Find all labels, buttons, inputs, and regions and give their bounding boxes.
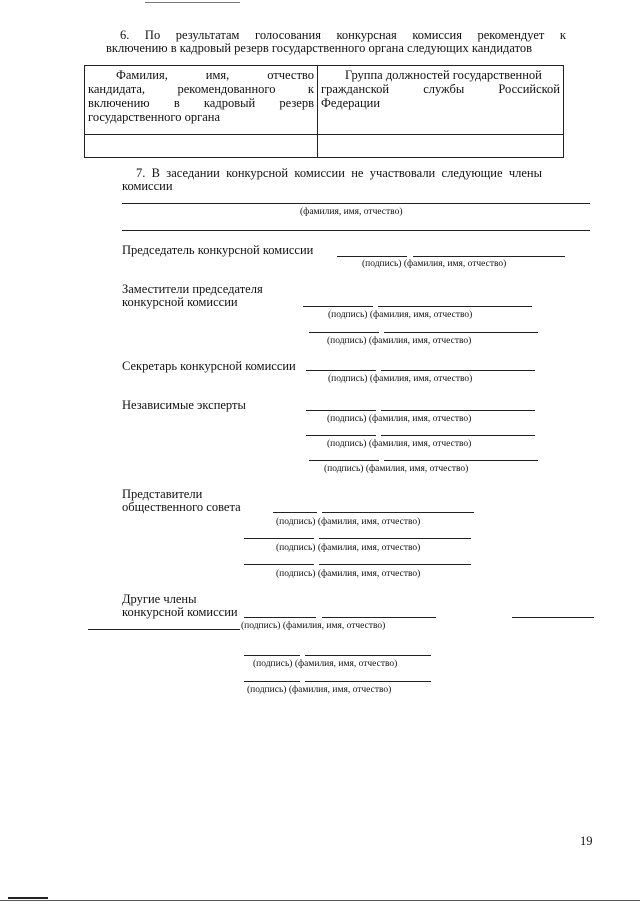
secretary-label: Секретарь конкурсной комиссии	[122, 359, 296, 373]
table-header-row	[85, 66, 564, 135]
deputies-label-2: конкурсной комиссии	[122, 295, 238, 309]
col1-line-4	[88, 110, 314, 124]
col2-line-2	[321, 82, 560, 96]
expert3-name-line[interactable]	[384, 460, 538, 461]
chairman-label: Председатель конкурсной комиссии	[122, 243, 314, 257]
chairman-caption: (подпись) (фамилия, имя, отчество)	[362, 259, 507, 269]
expert3-caption: (подпись) (фамилия, имя, отчество)	[324, 464, 469, 474]
public-council-label-2: общественного совета	[122, 500, 241, 514]
col1-word: в	[173, 96, 180, 110]
expert1-caption: (подпись) (фамилия, имя, отчество)	[327, 414, 472, 424]
col1-line-3	[88, 96, 314, 110]
other2-signature-line[interactable]	[244, 655, 300, 656]
expert1-signature-line[interactable]	[306, 410, 376, 411]
expert2-caption: (подпись) (фамилия, имя, отчество)	[327, 439, 472, 449]
chairman-signature-line[interactable]	[337, 256, 407, 257]
table-empty-row	[85, 135, 564, 158]
council1-name-line[interactable]	[322, 512, 474, 513]
chairman-name-line[interactable]	[413, 256, 565, 257]
section6-line2: включению в кадровый резерв государственного органа следующих кандидатов	[106, 41, 533, 55]
council2-caption: (подпись) (фамилия, имя, отчество)	[276, 543, 421, 553]
other1-caption: (подпись) (фамилия, имя, отчество)	[241, 621, 386, 631]
public-council-label-1: Представители	[122, 487, 203, 501]
other-extra-line-right[interactable]	[512, 617, 594, 618]
other-members-label-2: конкурсной комиссии	[122, 605, 238, 619]
col1-word: Фамилия,	[116, 68, 168, 82]
expert2-signature-line[interactable]	[306, 435, 376, 436]
other2-name-line[interactable]	[305, 655, 431, 656]
deputy2-name-line[interactable]	[384, 332, 538, 333]
empty-cell[interactable]	[85, 135, 318, 158]
col2-word: Федерации	[321, 96, 381, 110]
council1-signature-line[interactable]	[273, 512, 317, 513]
col2-line-3	[321, 96, 560, 110]
candidates-table	[84, 65, 564, 158]
other-extra-line-left[interactable]	[88, 629, 240, 630]
absent-members-line[interactable]	[122, 203, 590, 204]
expert1-name-line[interactable]	[381, 410, 535, 411]
other3-caption: (подпись) (фамилия, имя, отчество)	[247, 685, 392, 695]
council2-name-line[interactable]	[319, 538, 471, 539]
council3-name-line[interactable]	[319, 564, 471, 565]
other2-caption: (подпись) (фамилия, имя, отчество)	[253, 659, 398, 669]
col1-word: кандидата,	[88, 82, 146, 96]
other3-signature-line[interactable]	[244, 681, 300, 682]
col2-word: службы	[423, 82, 465, 96]
council2-signature-line[interactable]	[244, 538, 314, 539]
empty-cell[interactable]	[318, 135, 564, 158]
col1-word: отчество	[267, 68, 314, 82]
section7-line2: комиссии	[122, 179, 173, 193]
section7-line1: 7. В заседании конкурсной комиссии не участвовали следующие члены	[136, 166, 542, 180]
col1-word: кадровый	[203, 96, 256, 110]
header-cell-candidate	[85, 66, 318, 135]
other3-name-line[interactable]	[305, 681, 431, 682]
secretary-caption: (подпись) (фамилия, имя, отчество)	[328, 374, 473, 384]
col1-word: резерв	[279, 96, 314, 110]
secretary-name-line[interactable]	[381, 370, 535, 371]
col2-line-1	[321, 68, 560, 82]
col1-line-1	[88, 68, 314, 82]
top-rule	[145, 2, 240, 3]
page-number: 19	[580, 834, 593, 848]
deputy2-caption: (подпись) (фамилия, имя, отчество)	[327, 336, 472, 346]
deputy1-caption: (подпись) (фамилия, имя, отчество)	[328, 310, 473, 320]
section6-line1: 6. По результатам голосования конкурсная комиссия рекомендует к	[120, 28, 566, 42]
header-cell-position-group	[318, 66, 564, 135]
council1-caption: (подпись) (фамилия, имя, отчество)	[276, 517, 421, 527]
col1-word: включению	[88, 96, 150, 110]
col1-word: имя,	[205, 68, 230, 82]
experts-label: Независимые эксперты	[122, 398, 246, 412]
col2-word: Российской	[498, 82, 560, 96]
secretary-signature-line[interactable]	[306, 370, 376, 371]
council3-caption: (подпись) (фамилия, имя, отчество)	[276, 569, 421, 579]
absent-members-line-2[interactable]	[122, 230, 590, 231]
col1-line-2	[88, 82, 314, 96]
council3-signature-line[interactable]	[244, 564, 314, 565]
other1-signature-line[interactable]	[244, 617, 316, 618]
expert3-signature-line[interactable]	[309, 460, 379, 461]
bottom-edge-mark-left	[8, 897, 48, 899]
col1-word: к	[307, 82, 314, 96]
other1-name-line[interactable]	[322, 617, 436, 618]
deputy2-signature-line[interactable]	[309, 332, 379, 333]
other-members-label-1: Другие члены	[122, 592, 197, 606]
bottom-edge-line	[0, 900, 640, 901]
col2-word: Группа должностей государственной	[345, 68, 542, 82]
deputies-label-1: Заместители председателя	[122, 282, 263, 296]
col2-word: гражданской	[321, 82, 390, 96]
col1-word: рекомендованного	[177, 82, 276, 96]
col1-word: государственного органа	[88, 110, 221, 124]
expert2-name-line[interactable]	[381, 435, 535, 436]
deputy1-name-line[interactable]	[378, 306, 532, 307]
deputy1-signature-line[interactable]	[303, 306, 373, 307]
absent-members-caption: (фамилия, имя, отчество)	[300, 207, 403, 217]
